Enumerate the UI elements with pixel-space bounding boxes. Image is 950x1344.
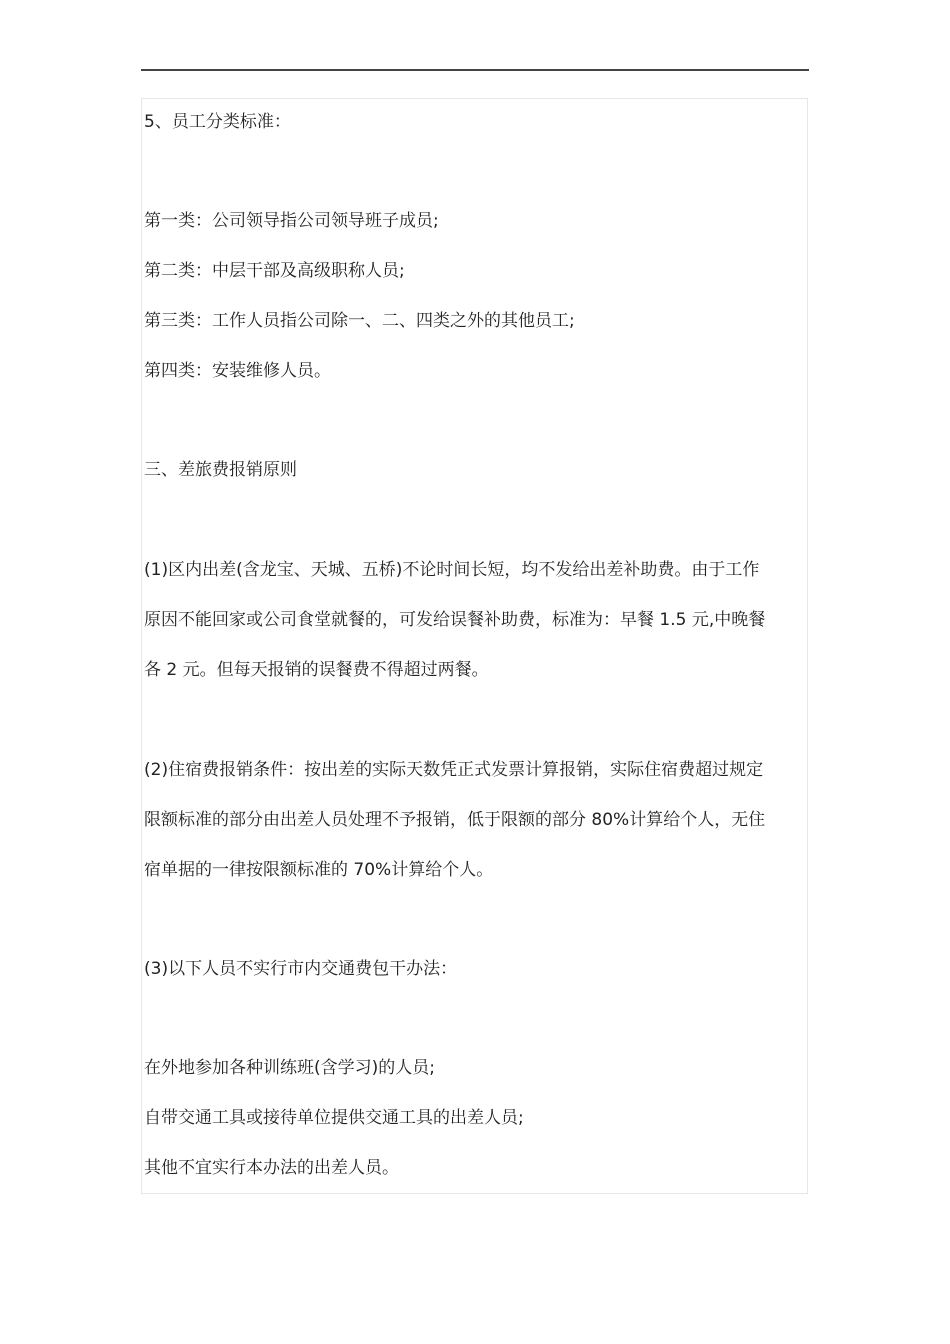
paragraph-line: (3)以下人员不实行市内交通费包干办法： (144, 959, 458, 979)
paragraph-line: (2)住宿费报销条件：按出差的实际天数凭正式发票计算报销，实际住宿费超过规定 (144, 760, 764, 780)
paragraph-line: 自带交通工具或接待单位提供交通工具的出差人员; (144, 1108, 524, 1128)
paragraph-line: 原因不能回家或公司食堂就餐的，可发给误餐补助费，标准为：早餐 1.5 元,中晚餐 (144, 610, 766, 630)
section-heading: 5、员工分类标准： (144, 112, 291, 132)
paragraph-line: 在外地参加各种训练班(含学习)的人员; (144, 1058, 435, 1078)
header-rule (141, 69, 809, 71)
paragraph-line: 宿单据的一律按限额标准的 70%计算给个人。 (144, 860, 494, 880)
paragraph-line: 第二类：中层干部及高级职称人员; (144, 261, 405, 281)
paragraph-line: 限额标准的部分由出差人员处理不予报销，低于限额的部分 80%计算给个人，无住 (144, 810, 766, 830)
paragraph-line: (1)区内出差(含龙宝、天城、五桥)不论时间长短，均不发给出差补助费。由于工作 (144, 560, 760, 580)
paragraph-line: 各 2 元。但每天报销的误餐费不得超过两餐。 (144, 660, 489, 680)
paragraph-line: 其他不宜实行本办法的出差人员。 (144, 1158, 399, 1178)
paragraph-line: 第三类：工作人员指公司除一、二、四类之外的其他员工; (144, 311, 575, 331)
section-heading: 三、差旅费报销原则 (144, 460, 297, 480)
paragraph-line: 第四类：安装维修人员。 (144, 361, 331, 381)
paragraph-line: 第一类：公司领导指公司领导班子成员; (144, 211, 439, 231)
